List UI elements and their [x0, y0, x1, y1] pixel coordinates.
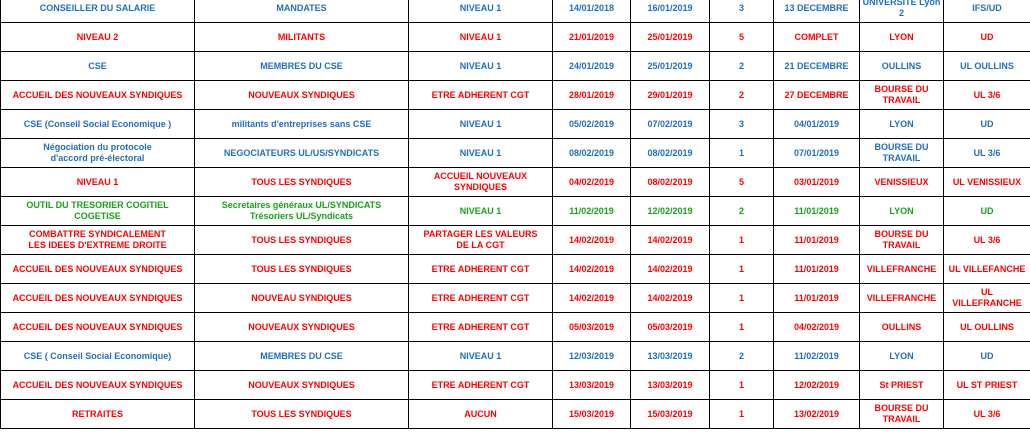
days-cell: 3: [710, 110, 774, 139]
start-date-cell: 14/01/2018: [553, 0, 631, 23]
organizer-cell: UL 3/6: [944, 81, 1030, 110]
prerequis-cell: ETRE ADHERENT CGT: [409, 255, 553, 284]
end-date-cell: 13/03/2019: [631, 342, 710, 371]
table-row: [1, 81, 1030, 110]
start-date-cell: 11/02/2019: [553, 197, 631, 226]
table-row: [1, 400, 1030, 429]
organizer-cell: UL VENISSIEUX: [944, 168, 1030, 197]
public-cell: TOUS LES SYNDIQUES: [195, 168, 409, 197]
table-row: [1, 110, 1030, 139]
formation-cell: ACCUEIL DES NOUVEAUX SYNDIQUES: [1, 255, 195, 284]
location-cell: BOURSE DU TRAVAIL: [860, 400, 944, 429]
organizer-cell: UL OULLINS: [944, 52, 1030, 81]
public-cell: MILITANTS: [195, 23, 409, 52]
table-row: [1, 284, 1030, 313]
prerequis-cell: NIVEAU 1: [409, 23, 553, 52]
organizer-cell: UL 3/6: [944, 400, 1030, 429]
organizer-cell: UD: [944, 23, 1030, 52]
deadline-cell: 13 DECEMBRE: [774, 0, 860, 23]
deadline-cell: 11/01/2019: [774, 226, 860, 255]
days-cell: 1: [710, 255, 774, 284]
days-cell: 5: [710, 23, 774, 52]
organizer-cell: UL 3/6: [944, 226, 1030, 255]
days-cell: 1: [710, 284, 774, 313]
deadline-cell: 04/02/2019: [774, 313, 860, 342]
organizer-cell: UL VILLEFANCHE: [944, 255, 1030, 284]
formation-cell: ACCUEIL DES NOUVEAUX SYNDIQUES: [1, 313, 195, 342]
deadline-cell: 07/01/2019: [774, 139, 860, 168]
end-date-cell: 25/01/2019: [631, 52, 710, 81]
prerequis-cell: PARTAGER LES VALEURS DE LA CGT: [409, 226, 553, 255]
public-cell: militants d'entreprises sans CSE: [195, 110, 409, 139]
deadline-cell: 12/02/2019: [774, 371, 860, 400]
prerequis-cell: AUCUN: [409, 400, 553, 429]
deadline-cell: 21 DECEMBRE: [774, 52, 860, 81]
public-cell: NOUVEAUX SYNDIQUES: [195, 371, 409, 400]
table-row: [1, 313, 1030, 342]
prerequis-cell: NIVEAU 1: [409, 342, 553, 371]
table-row: [1, 342, 1030, 371]
public-cell: NOUVEAUX SYNDIQUES: [195, 313, 409, 342]
days-cell: 1: [710, 226, 774, 255]
end-date-cell: 29/01/2019: [631, 81, 710, 110]
organizer-cell: UL OULLINS: [944, 313, 1030, 342]
table-row: [1, 0, 1030, 23]
organizer-cell: UL 3/6: [944, 139, 1030, 168]
start-date-cell: 14/02/2019: [553, 284, 631, 313]
days-cell: 1: [710, 371, 774, 400]
end-date-cell: 08/02/2019: [631, 139, 710, 168]
formation-cell: RETRAITES: [1, 400, 195, 429]
start-date-cell: 08/02/2019: [553, 139, 631, 168]
days-cell: 1: [710, 139, 774, 168]
end-date-cell: 14/02/2019: [631, 255, 710, 284]
prerequis-cell: NIVEAU 1: [409, 139, 553, 168]
table-row: [1, 371, 1030, 400]
start-date-cell: 04/02/2019: [553, 168, 631, 197]
formation-cell: ACCUEIL DES NOUVEAUX SYNDIQUES: [1, 371, 195, 400]
table-row: [1, 226, 1030, 255]
start-date-cell: 05/02/2019: [553, 110, 631, 139]
location-cell: LYON: [860, 342, 944, 371]
table-row: [1, 52, 1030, 81]
formation-cell: NIVEAU 2: [1, 23, 195, 52]
prerequis-cell: ETRE ADHERENT CGT: [409, 284, 553, 313]
formation-cell: CONSEILLER DU SALARIE: [1, 0, 195, 23]
end-date-cell: 14/02/2019: [631, 226, 710, 255]
location-cell: BOURSE DU TRAVAIL: [860, 226, 944, 255]
prerequis-cell: ETRE ADHERENT CGT: [409, 81, 553, 110]
table-row: [1, 139, 1030, 168]
organizer-cell: IFS/UD: [944, 0, 1030, 23]
location-cell: BOURSE DU TRAVAIL: [860, 139, 944, 168]
start-date-cell: 05/03/2019: [553, 313, 631, 342]
location-cell: UNIVERSITE Lyon 2: [860, 0, 944, 23]
prerequis-cell: NIVEAU 1: [409, 197, 553, 226]
formation-cell: Négociation du protocole d'accord pré-électoral: [1, 139, 195, 168]
end-date-cell: 16/01/2019: [631, 0, 710, 23]
table-row: [1, 255, 1030, 284]
organizer-cell: UD: [944, 342, 1030, 371]
prerequis-cell: NIVEAU 1: [409, 52, 553, 81]
end-date-cell: 12/02/2019: [631, 197, 710, 226]
public-cell: MEMBRES DU CSE: [195, 52, 409, 81]
days-cell: 5: [710, 168, 774, 197]
prerequis-cell: ETRE ADHERENT CGT: [409, 371, 553, 400]
deadline-cell: 27 DECEMBRE: [774, 81, 860, 110]
formation-cell: ACCUEIL DES NOUVEAUX SYNDIQUES: [1, 81, 195, 110]
public-cell: MEMBRES DU CSE: [195, 342, 409, 371]
public-cell: TOUS LES SYNDIQUES: [195, 400, 409, 429]
deadline-cell: 11/01/2019: [774, 284, 860, 313]
organizer-cell: UL ST PRIEST: [944, 371, 1030, 400]
days-cell: 1: [710, 313, 774, 342]
location-cell: VILLEFRANCHE: [860, 284, 944, 313]
location-cell: LYON: [860, 197, 944, 226]
organizer-cell: UL VILLEFRANCHE: [944, 284, 1030, 313]
public-cell: Secretaires généraux UL/SYNDICATS Trésoriers UL/Syndicats: [195, 197, 409, 226]
start-date-cell: 13/03/2019: [553, 371, 631, 400]
location-cell: VILLEFRANCHE: [860, 255, 944, 284]
location-cell: St PRIEST: [860, 371, 944, 400]
table-row: [1, 197, 1030, 226]
deadline-cell: COMPLET: [774, 23, 860, 52]
days-cell: 3: [710, 0, 774, 23]
days-cell: 2: [710, 52, 774, 81]
prerequis-cell: ETRE ADHERENT CGT: [409, 313, 553, 342]
formation-cell: CSE (Conseil Social Economique ): [1, 110, 195, 139]
public-cell: NEGOCIATEURS UL/US/SYNDICATS: [195, 139, 409, 168]
start-date-cell: 14/02/2019: [553, 255, 631, 284]
formation-cell: NIVEAU 1: [1, 168, 195, 197]
location-cell: VENISSIEUX: [860, 168, 944, 197]
organizer-cell: UD: [944, 197, 1030, 226]
location-cell: LYON: [860, 110, 944, 139]
formation-cell: ACCUEIL DES NOUVEAUX SYNDIQUES: [1, 284, 195, 313]
prerequis-cell: NIVEAU 1: [409, 110, 553, 139]
table-row: [1, 23, 1030, 52]
start-date-cell: 15/03/2019: [553, 400, 631, 429]
end-date-cell: 25/01/2019: [631, 23, 710, 52]
public-cell: NOUVEAUX SYNDIQUES: [195, 81, 409, 110]
deadline-cell: 13/02/2019: [774, 400, 860, 429]
location-cell: OULLINS: [860, 52, 944, 81]
formation-cell: CSE: [1, 52, 195, 81]
deadline-cell: 03/01/2019: [774, 168, 860, 197]
public-cell: MANDATES: [195, 0, 409, 23]
location-cell: LYON: [860, 23, 944, 52]
end-date-cell: 08/02/2019: [631, 168, 710, 197]
prerequis-cell: ACCUEIL NOUVEAUX SYNDIQUES: [409, 168, 553, 197]
end-date-cell: 07/02/2019: [631, 110, 710, 139]
start-date-cell: 12/03/2019: [553, 342, 631, 371]
days-cell: 2: [710, 342, 774, 371]
location-cell: OULLINS: [860, 313, 944, 342]
organizer-cell: UD: [944, 110, 1030, 139]
days-cell: 2: [710, 81, 774, 110]
prerequis-cell: NIVEAU 1: [409, 0, 553, 23]
days-cell: 2: [710, 197, 774, 226]
days-cell: 1: [710, 400, 774, 429]
formation-cell: CSE ( Conseil Social Economique): [1, 342, 195, 371]
start-date-cell: 28/01/2019: [553, 81, 631, 110]
end-date-cell: 05/03/2019: [631, 313, 710, 342]
public-cell: TOUS LES SYNDIQUES: [195, 255, 409, 284]
end-date-cell: 15/03/2019: [631, 400, 710, 429]
formation-cell: COMBATTRE SYNDICALEMENT LES IDEES D'EXTREME DROITE: [1, 226, 195, 255]
deadline-cell: 11/01/2019: [774, 255, 860, 284]
deadline-cell: 04/01/2019: [774, 110, 860, 139]
start-date-cell: 21/01/2019: [553, 23, 631, 52]
formation-cell: OUTIL DU TRESORIER COGITIEL COGETISE: [1, 197, 195, 226]
end-date-cell: 14/02/2019: [631, 284, 710, 313]
table-body: [1, 0, 1030, 429]
public-cell: TOUS LES SYNDIQUES: [195, 226, 409, 255]
start-date-cell: 14/02/2019: [553, 226, 631, 255]
location-cell: BOURSE DU TRAVAIL: [860, 81, 944, 110]
table-row: [1, 168, 1030, 197]
start-date-cell: 24/01/2019: [553, 52, 631, 81]
deadline-cell: 11/02/2019: [774, 342, 860, 371]
public-cell: NOUVEAU SYNDIQUES: [195, 284, 409, 313]
end-date-cell: 13/03/2019: [631, 371, 710, 400]
deadline-cell: 11/01/2019: [774, 197, 860, 226]
